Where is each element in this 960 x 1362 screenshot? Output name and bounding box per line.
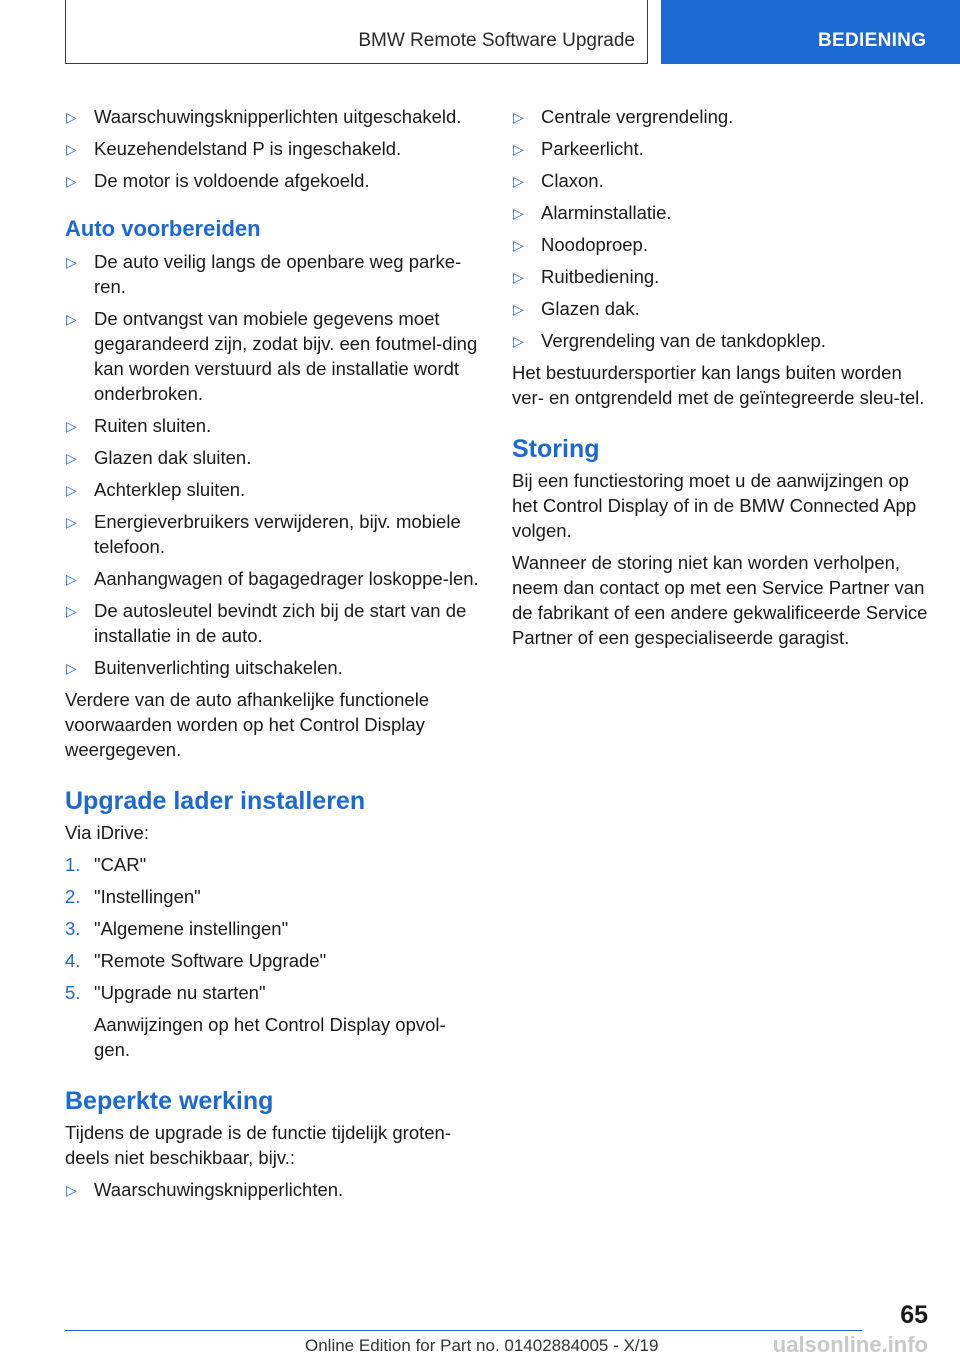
step-item: 1. "CAR": [65, 854, 147, 875]
list-item: ▷ Waarschuwingsknipperlichten uitgeschakeld.: [65, 104, 480, 129]
list-item: ▷ Achterklep sluiten.: [65, 477, 480, 502]
list-item: ▷ De ontvangst van mobiele gegevens moet gegarandeerd zijn, zodat bijv. een foutmel-ding kan worden verstuurd als de installatie wordt onderbroken.: [66, 308, 478, 404]
triangle-bullet-icon: ▷: [66, 418, 77, 434]
heading-prepare-car: Auto voorbereiden: [65, 216, 261, 241]
heading-fault: Storing: [512, 435, 600, 463]
triangle-bullet-icon: ▷: [513, 333, 524, 349]
paragraph-limited: Tijdens de upgrade is de functie tijdelijk groten-deels niet beschikbaar, bijv.:: [65, 1122, 451, 1168]
list-item: ▷ Keuzehendelstand P is ingeschakeld.: [65, 136, 480, 161]
list-item: ▷ Centrale vergrendeling.: [512, 104, 932, 129]
triangle-bullet-icon: ▷: [66, 450, 77, 466]
list-item: ▷ Ruiten sluiten.: [65, 413, 480, 438]
list-item: ▷ Buitenverlichting uitschakelen.: [65, 655, 480, 680]
triangle-bullet-icon: ▷: [513, 173, 524, 189]
triangle-bullet-icon: ▷: [66, 141, 77, 157]
list-item: ▷ Vergrendeling van de tankdopklep.: [512, 328, 932, 353]
triangle-bullet-icon: ▷: [66, 173, 77, 189]
header-title: BMW Remote Software Upgrade: [358, 30, 635, 51]
bullet-list-limited: [65, 1177, 480, 1202]
header-box: [65, 0, 648, 64]
list-item: ▷ Energieverbruikers verwijderen, bijv. mobiele telefoon.: [66, 511, 461, 557]
paragraph-fault-1: Bij een functiestoring moet u de aanwijzingen op het Control Display of in de BMW Connected App volgen.: [512, 470, 917, 541]
triangle-bullet-icon: ▷: [66, 660, 77, 676]
triangle-bullet-icon: ▷: [66, 109, 77, 125]
list-item: ▷ Alarminstallatie.: [512, 200, 932, 225]
triangle-bullet-icon: ▷: [513, 205, 524, 221]
paragraph-conditions: Verdere van de auto afhankelijke functionele voorwaarden worden op het Control Display weergegeven.: [65, 689, 430, 760]
paragraph-fault-2: Wanneer de storing niet kan worden verholpen, neem dan contact op met een Service Partner van de fabrikant of een andere gekwalificeerde Service Partner of een gespecialiseerde garagist.: [512, 552, 928, 648]
triangle-bullet-icon: ▷: [66, 311, 77, 327]
list-item: ▷ De autosleutel bevindt zich bij de start van de installatie in de auto.: [66, 600, 467, 646]
left-column: [65, 104, 480, 1209]
list-item: ▷ Ruitbediening.: [512, 264, 932, 289]
list-item: ▷ De auto veilig langs de openbare weg parke-ren.: [66, 251, 462, 297]
numbered-steps: [65, 852, 480, 1062]
triangle-bullet-icon: ▷: [513, 141, 524, 157]
list-item: ▷ Glazen dak.: [512, 296, 932, 321]
bullet-list-unavailable: [512, 104, 932, 353]
list-item: ▷ Aanhangwagen of bagagedrager loskoppe-len.: [65, 566, 480, 591]
triangle-bullet-icon: ▷: [513, 109, 524, 125]
list-item: ▷ Glazen dak sluiten.: [65, 445, 480, 470]
triangle-bullet-icon: ▷: [513, 237, 524, 253]
step-item: 2. "Instellingen": [65, 886, 201, 907]
triangle-bullet-icon: ▷: [513, 301, 524, 317]
header-section-tab: BEDIENING: [661, 0, 960, 64]
triangle-bullet-icon: ▷: [66, 1182, 77, 1198]
triangle-bullet-icon: ▷: [66, 603, 77, 619]
list-item: ▷ Waarschuwingsknipperlichten.: [65, 1177, 480, 1202]
footer-edition: Online Edition for Part no. 01402884005 - X/19: [305, 1336, 659, 1355]
right-column: [512, 104, 932, 657]
heading-install-loader: Upgrade lader installeren: [65, 787, 366, 815]
footer-divider: [65, 1330, 862, 1331]
triangle-bullet-icon: ▷: [66, 514, 77, 530]
list-item: ▷ Claxon.: [512, 168, 932, 193]
bullet-list-prepare: [65, 249, 480, 680]
step-item: 5. "Upgrade nu starten" Aanwijzingen op het Control Display opvol-gen.: [65, 980, 480, 1062]
list-item: ▷ Noodoproep.: [512, 232, 932, 257]
step-item: 3. "Algemene instellingen": [65, 918, 289, 939]
paragraph-via-idrive: Via iDrive:: [65, 822, 149, 843]
triangle-bullet-icon: ▷: [513, 269, 524, 285]
heading-limited-function: Beperkte werking: [65, 1087, 274, 1115]
triangle-bullet-icon: ▷: [66, 571, 77, 587]
triangle-bullet-icon: ▷: [66, 482, 77, 498]
step-note: Aanwijzingen op het Control Display opvol-gen.: [94, 1014, 446, 1060]
bullet-list-preconditions: [65, 104, 480, 193]
page-number: 65: [900, 1301, 928, 1329]
list-item: ▷ Parkeerlicht.: [512, 136, 932, 161]
list-item: ▷ De motor is voldoende afgekoeld.: [65, 168, 480, 193]
paragraph-driver-door: Het bestuurdersportier kan langs buiten worden ver- en ontgrendeld met de geïntegreerde sleu-tel.: [512, 362, 925, 408]
triangle-bullet-icon: ▷: [66, 254, 77, 270]
watermark-text: ualsonline.info: [772, 1332, 928, 1357]
step-item: 4. "Remote Software Upgrade": [65, 950, 327, 971]
